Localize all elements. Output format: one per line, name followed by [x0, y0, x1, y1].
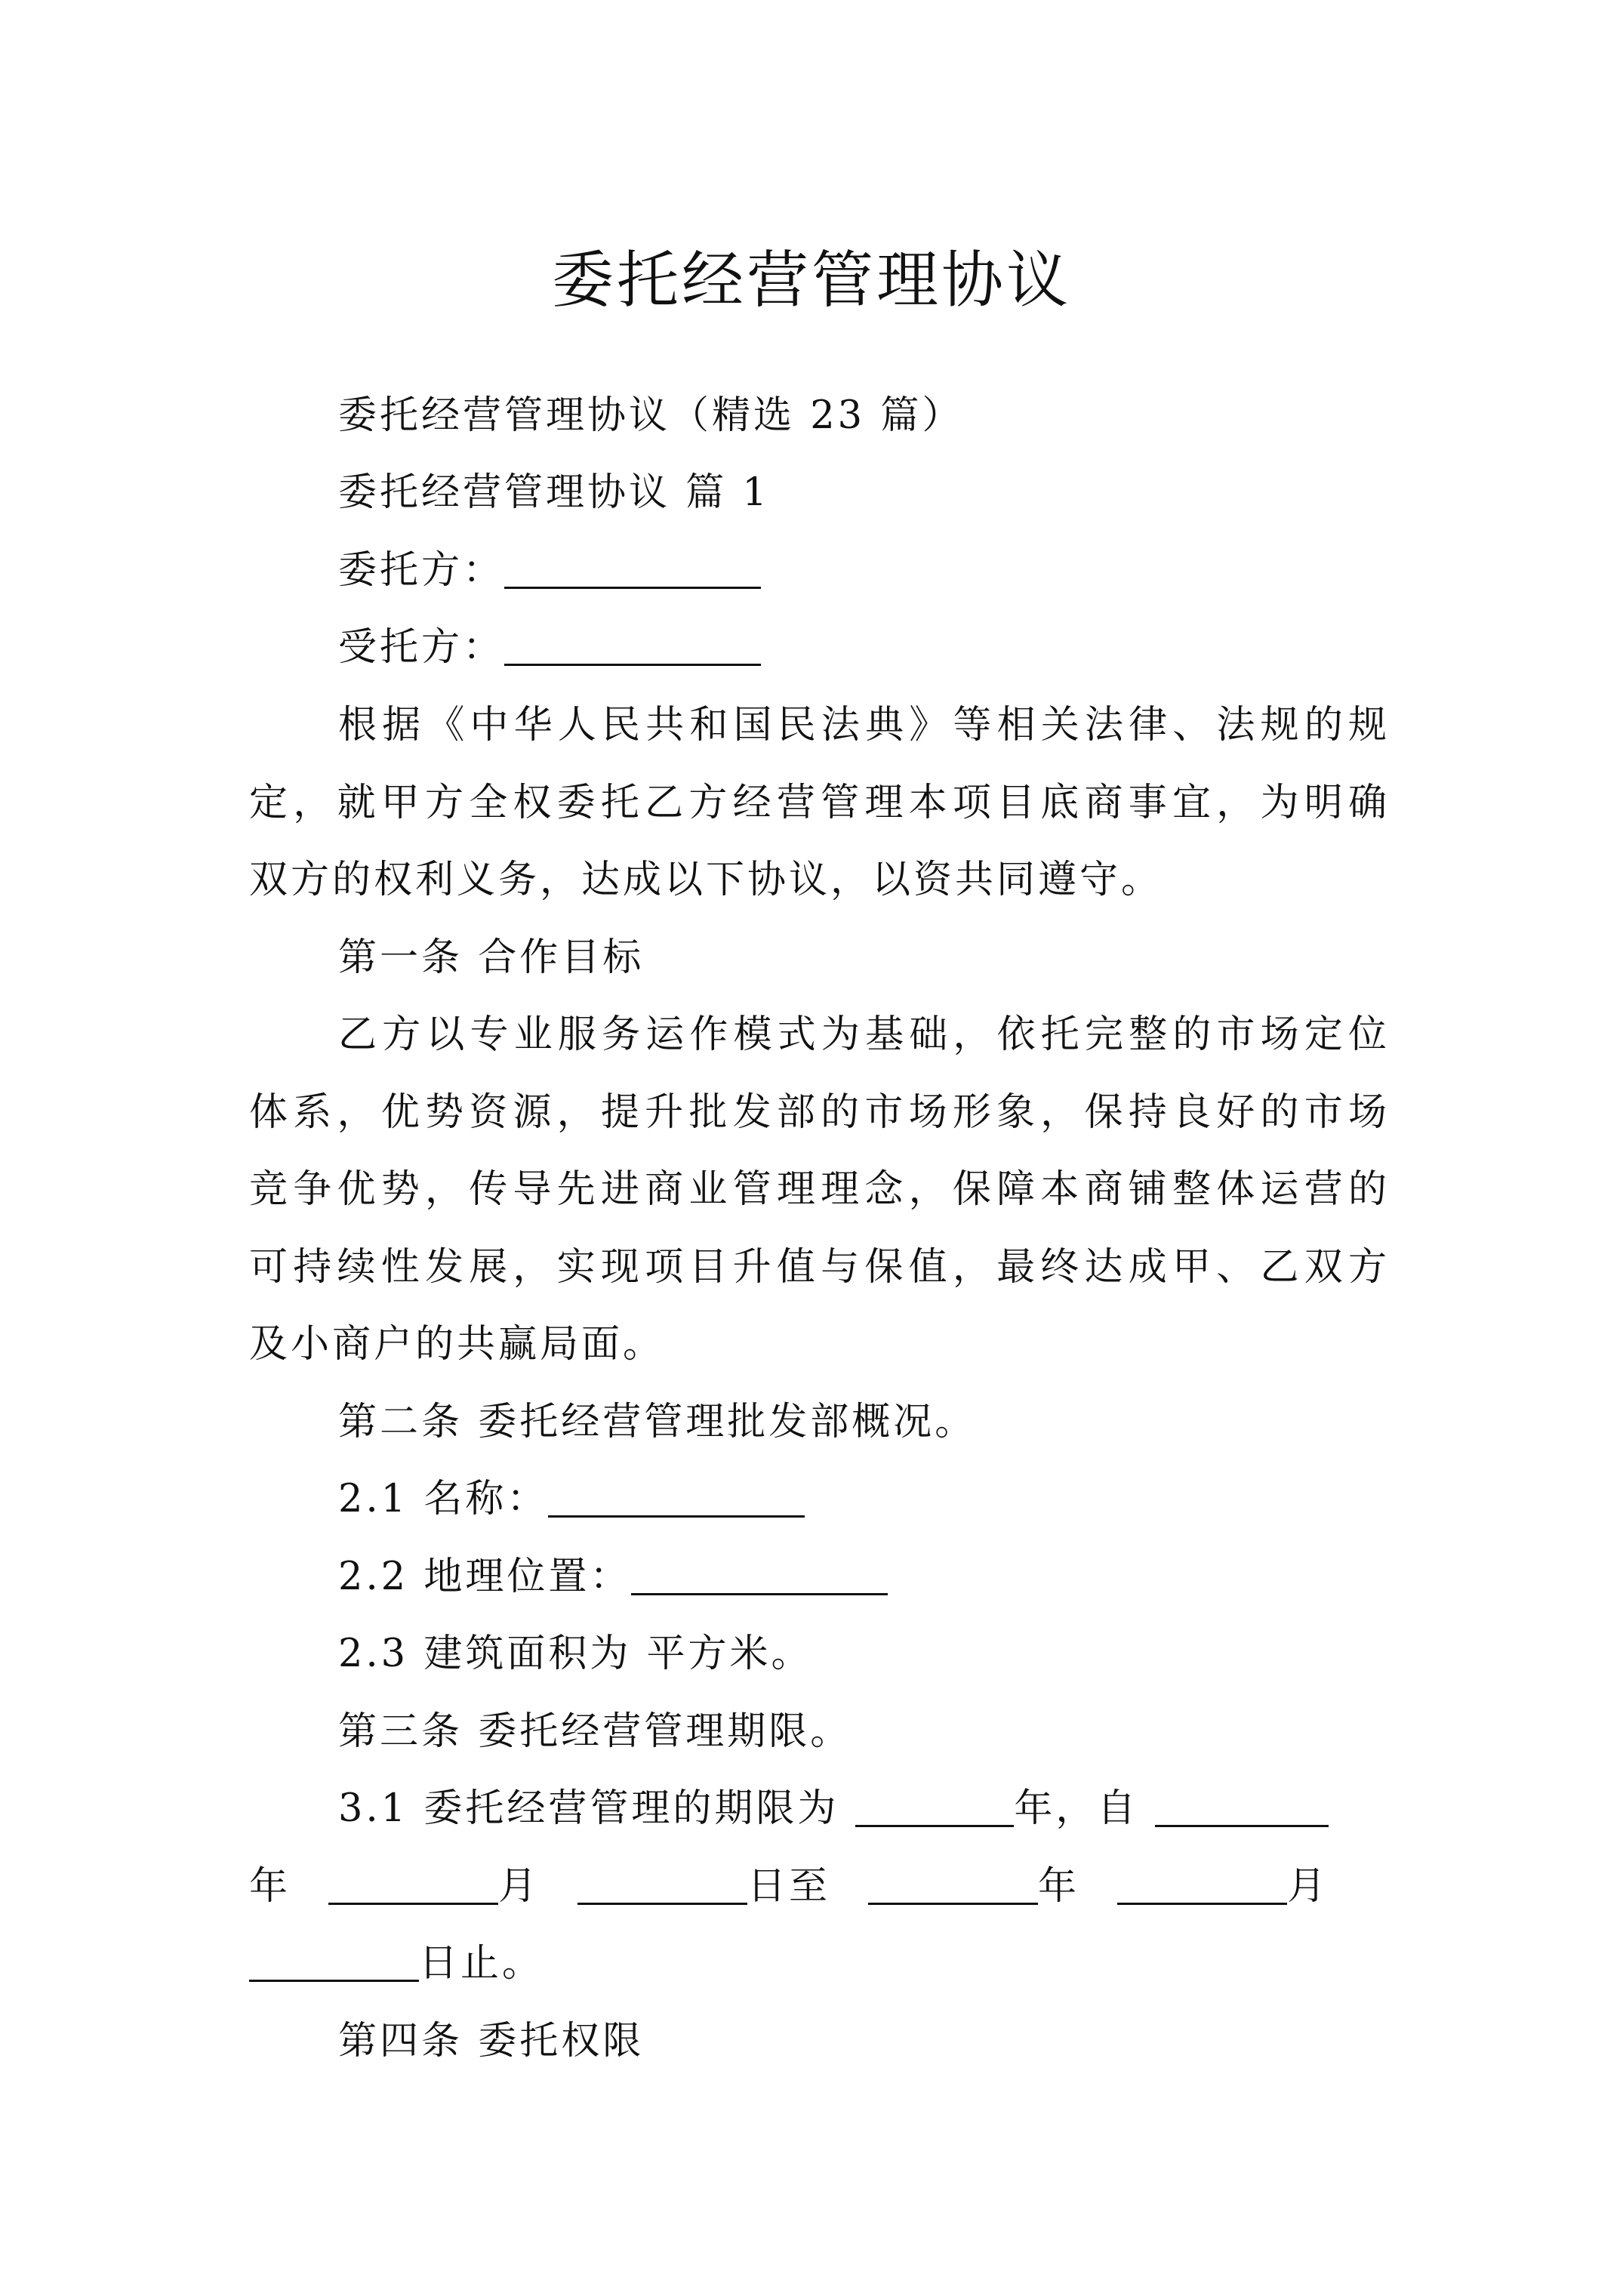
intro-line: 定，就甲方全权委托乙方经营管理本项目底商事宜，为明确 — [249, 781, 1389, 825]
intro-line: 根据《中华人民共和国民法典》等相关法律、法规的规 — [338, 703, 1389, 747]
start-month-blank — [328, 1862, 498, 1905]
day-to-label: 日至 — [747, 1864, 831, 1909]
section-heading: 委托经营管理协议 篇 1 — [338, 470, 770, 515]
location-row — [338, 1550, 1389, 1604]
article1-line: 竞争优势，传导先进商业管理理念，保障本商铺整体运营的 — [249, 1167, 1389, 1212]
end-day-blank — [249, 1939, 419, 1982]
party-b-blank — [504, 623, 761, 666]
document-subtitle: 委托经营管理协议（精选 23 篇） — [338, 393, 964, 438]
end-year-label: 年 — [1038, 1864, 1080, 1909]
start-year-label: 年 — [249, 1864, 291, 1909]
party-a-row — [338, 544, 1389, 598]
article1-line: 及小商户的共赢局面。 — [249, 1322, 665, 1367]
article1-heading: 第一条 合作目标 — [338, 935, 645, 980]
start-month-label: 月 — [498, 1864, 540, 1909]
end-year-blank — [868, 1862, 1038, 1905]
term-row-3 — [249, 1937, 1389, 1991]
party-b-row — [338, 621, 1389, 675]
end-day-label: 日止。 — [419, 1941, 544, 1986]
intro-line: 双方的权利义务，达成以下协议，以资共同遵守。 — [249, 858, 1163, 902]
location-label: 2.2 地理位置： — [338, 1555, 632, 1599]
name-row — [338, 1472, 1389, 1527]
start-year-blank — [1155, 1784, 1329, 1827]
article1-line: 体系，优势资源，提升批发部的市场形象，保持良好的市场 — [249, 1090, 1389, 1135]
party-a-blank — [504, 546, 761, 589]
name-label: 2.1 名称： — [338, 1477, 549, 1521]
article3-heading: 第三条 委托经营管理期限。 — [338, 1709, 852, 1754]
term-row-1 — [338, 1782, 1389, 1836]
article1-line: 乙方以专业服务运作模式为基础，依托完整的市场定位 — [338, 1012, 1389, 1057]
location-blank — [631, 1552, 888, 1595]
area-row: 2.3 建筑面积为 平方米。 — [338, 1632, 813, 1676]
article4-heading: 第四条 委托权限 — [338, 2019, 645, 2063]
article2-heading: 第二条 委托经营管理批发部概况。 — [338, 1400, 977, 1444]
end-month-blank — [1117, 1862, 1287, 1905]
document-title: 委托经营管理协议 — [551, 244, 1071, 316]
term-prefix: 3.1 委托经营管理的期限为 — [338, 1786, 839, 1831]
start-day-blank — [577, 1862, 747, 1905]
term-year-label: 年，自 — [1014, 1786, 1139, 1831]
term-row-2 — [249, 1860, 1389, 1914]
article1-line: 可持续性发展，实现项目升值与保值，最终达成甲、乙双方 — [249, 1245, 1389, 1290]
party-a-label: 委托方： — [338, 548, 505, 593]
end-month-label: 月 — [1287, 1864, 1329, 1909]
party-b-label: 受托方： — [338, 625, 505, 670]
term-years-blank — [855, 1784, 1014, 1827]
name-blank — [548, 1475, 805, 1518]
